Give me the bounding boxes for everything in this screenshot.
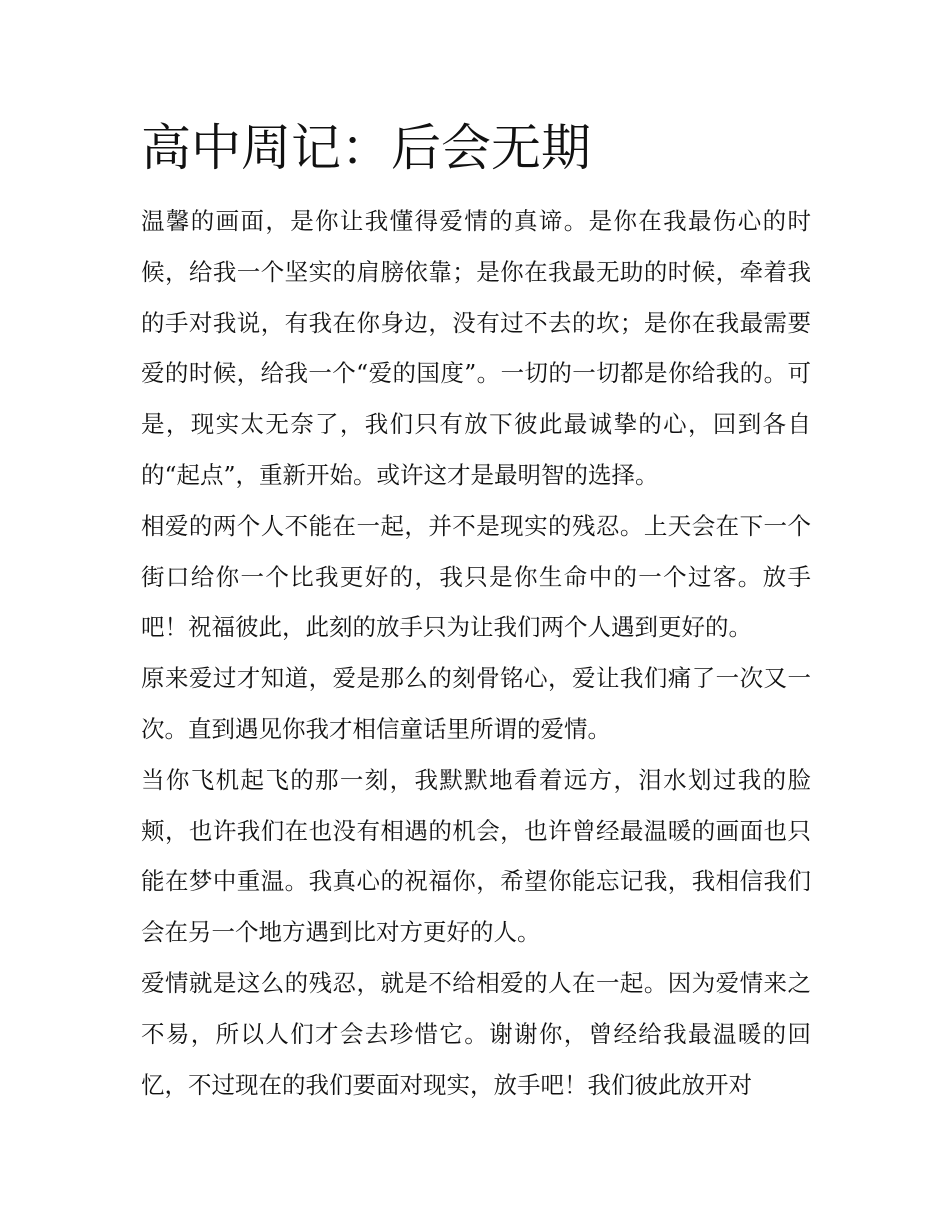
paragraph: 相爱的两个人不能在一起，并不是现实的残忍。上天会在下一个街口给你一个比我更好的，我只是你生命中的一个过客。放手吧！祝福彼此，此刻的放手只为让我们两个人遇到更好的。 xyxy=(141,511,811,642)
page-title: 高中周记：后会无期 xyxy=(141,119,591,177)
paragraph: 当你飞机起飞的那一刻，我默默地看着远方，泪水划过我的脸颊，也许我们在也没有相遇的机会，也许曾经最温暖的画面也只能在梦中重温。我真心的祝福你，希望你能忘记我，我相信我们会在另一个地方遇到比对方更好的人。 xyxy=(141,765,811,947)
paragraph: 原来爱过才知道，爱是那么的刻骨铭心，爱让我们痛了一次又一次。直到遇见你我才相信童话里所谓的爱情。 xyxy=(141,664,811,743)
paragraph: 温馨的画面，是你让我懂得爱情的真谛。是你在我最伤心的时候，给我一个坚实的肩膀依靠；是你在我最无助的时候，牵着我的手对我说，有我在你身边，没有过不去的坎；是你在我最需要爱的时候，给我一个“爱的国度”。一切的一切都是你给我的。可是，现实太无奈了，我们只有放下彼此最诚挚的心，回到各自的“起点”，重新开始。或许这才是最明智的选择。 xyxy=(141,207,811,489)
paragraph: 爱情就是这么的残忍，就是不给相爱的人在一起。因为爱情来之不易，所以人们才会去珍惜它。谢谢你，曾经给我最温暖的回忆，不过现在的我们要面对现实，放手吧！我们彼此放开对 xyxy=(141,968,811,1099)
document-content xyxy=(141,112,811,1110)
body-text xyxy=(141,196,811,1110)
